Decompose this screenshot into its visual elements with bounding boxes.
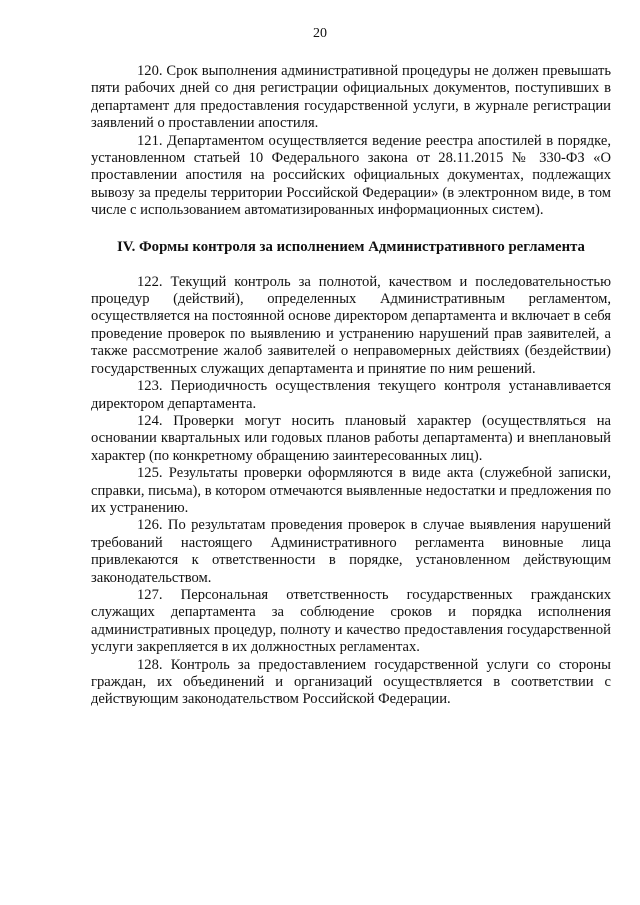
paragraph-127: 127. Персональная ответственность государственных гражданских служащих департамента за соблюдение сроков и порядка исполнения административных процедур, полноту и качество предоставления государственной услуги закрепляется в их должностных регламентах. <box>91 586 611 656</box>
paragraph-120: 120. Срок выполнения административной процедуры не должен превышать пяти рабочих дней со дня регистрации официальных документов, поступивших в департамент для предоставления государственной услуги, в журнале регистрации заявлений о проставлении апостиля. <box>91 63 611 132</box>
paragraph-122: 122. Текущий контроль за полнотой, качеством и последовательностью процедур (действий), определенных Административным регламентом, осуществляется на постоянной основе директором департамента и включает в себя проведение проверок по выявлению и устранению нарушений прав заявителей, а также рассмотрение жалоб заявителей о неправомерных действиях (бездействии) государственных служащих департамента и принятие по ним решений. <box>91 273 611 377</box>
section-heading: IV. Формы контроля за исполнением Административного регламента <box>117 238 585 255</box>
paragraph-126: 126. По результатам проведения проверок в случае выявления нарушений требований настоящего Административного регламента виновные лица привлекаются к ответственности в порядке, установленном действующим законодательством. <box>91 517 611 586</box>
page-number: 20 <box>313 26 327 41</box>
paragraph-128: 128. Контроль за предоставлением государственной услуги со стороны граждан, их объединений и организаций осуществляется в соответствии с действующим законодательством Российской Федерации. <box>91 656 611 708</box>
paragraph-125: 125. Результаты проверки оформляются в виде акта (служебной записки, справки, письма), в котором отмечаются выявленные недостатки и предложения по их устранению. <box>91 465 611 516</box>
paragraph-124: 124. Проверки могут носить плановый характер (осуществляться на основании квартальных или годовых планов работы департамента) и внеплановый характер (по конкретному обращению заинтересованных лиц). <box>91 412 611 464</box>
paragraph-121: 121. Департаментом осуществляется ведение реестра апостилей в порядке, установленном статьей 10 Федерального закона от 28.11.2015 № 330-ФЗ «О проставлении апостиля на российских официальных документах, подлежащих вывозу за пределы территории Российской Федерации» (в электронном виде, в том числе с использованием автоматизированных информационных систем). <box>91 132 611 219</box>
document-body <box>91 63 611 709</box>
paragraph-123: 123. Периодичность осуществления текущего контроля устанавливается директором департамента. <box>91 378 611 412</box>
